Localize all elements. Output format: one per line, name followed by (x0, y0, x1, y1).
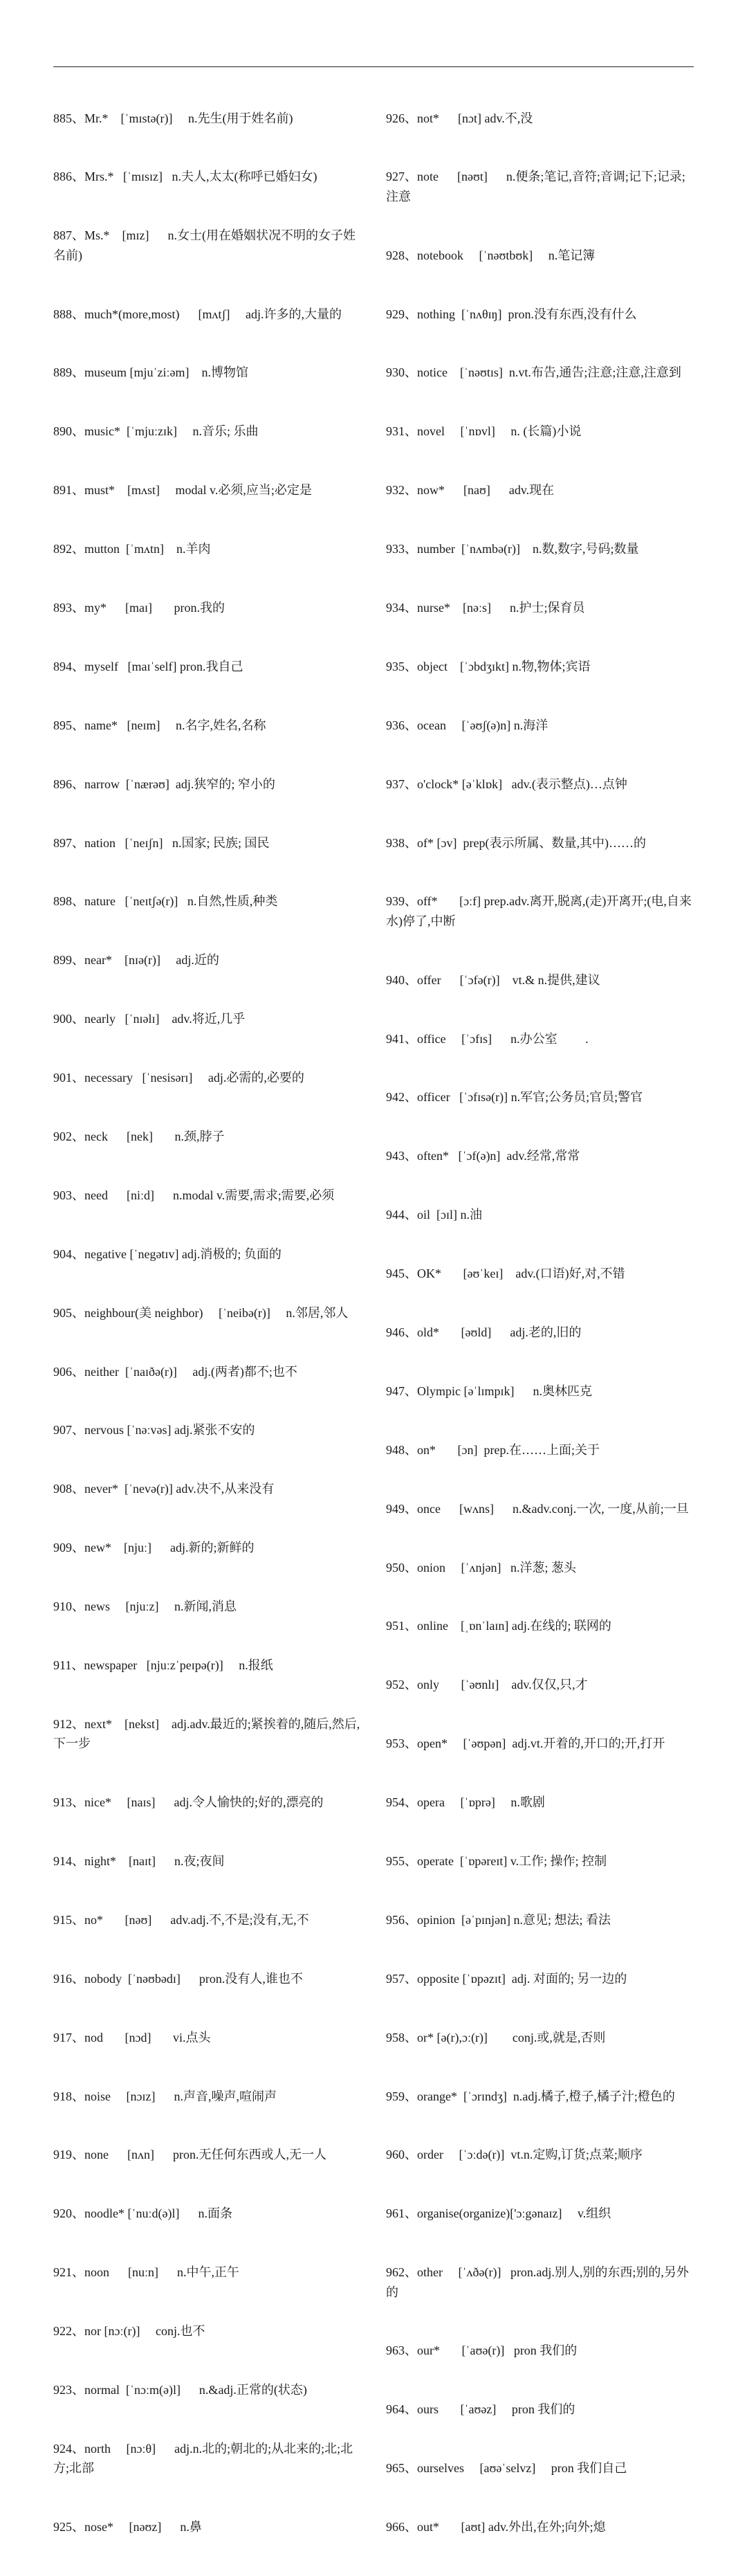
vocab-entry: 938、of* [ɔv] prep(表示所属、数量,其中)……的 (386, 835, 646, 850)
vocab-entry: 901、necessary [ˈnesisərɪ] adj.必需的,必要的 (53, 1071, 304, 1085)
vocab-entry: 961、organise(organize)['ɔːgənaɪz] v.组织 (386, 2206, 611, 2221)
vocab-entry: 956、opinion [əˈpɪnjən] n.意见; 想法; 看法 (386, 1912, 611, 1927)
vocab-entry: 923、normal [ˈnɔːm(ə)l] n.&adj.正常的(状态) (53, 2383, 307, 2397)
vocab-entry: 922、nor [nɔː(r)] conj.也不 (53, 2324, 205, 2339)
vocab-entry: 937、o'clock* [əˈklɒk] adv.(表示整点)…点钟 (386, 777, 627, 791)
vocab-entry: 890、music* [ˈmjuːzɪk] n.音乐; 乐曲 (53, 424, 259, 439)
vocab-entry: 958、or* [ə(r),ɔː(r)] conj.或,就是,否则 (386, 2030, 606, 2044)
vocab-entry: 931、novel [ˈnɒvl] n. (长篇)小说 (386, 424, 582, 439)
vocab-entry: 929、nothing [ˈnʌθɪŋ] pron.没有东西,没有什么 (386, 307, 637, 321)
vocab-entry: 930、notice [ˈnəʊtɪs] n.vt.布告,通告;注意;注意,注意到 (386, 365, 681, 380)
vocab-entry: 932、now* [naʊ] adv.现在 (386, 483, 555, 498)
vocab-entry: 915、no* [nəʊ] adv.adj.不,不是;没有,无,不 (53, 1912, 309, 1927)
vocab-entry: 907、nervous [ˈnəːvəs] adj.紧张不安的 (53, 1423, 255, 1437)
vocab-entry: 888、much*(more,most) [mʌtʃ] adj.许多的,大量的 (53, 307, 342, 321)
vocab-entry: 963、our* [ˈaʊə(r)] pron 我们的 (386, 2343, 578, 2358)
vocab-entry: 950、onion [ˈʌnjən] n.洋葱; 葱头 (386, 1560, 576, 1575)
vocab-entry: 951、online [ˌɒnˈlaɪn] adj.在线的; 联网的 (386, 1619, 611, 1633)
vocab-entry: 964、ours [ˈaʊəz] pron 我们的 (386, 2402, 575, 2417)
vocab-entry: 928、notebook [ˈnəʊtbʊk] n.笔记簿 (386, 248, 596, 262)
vocab-entry: 952、only [ˈəʊnlɪ] adv.仅仅,只,才 (386, 1678, 588, 1692)
vocab-entry: 904、negative [ˈnegətɪv] adj.消极的; 负面的 (53, 1246, 282, 1261)
vocab-entry: 941、office [ˈɔfɪs] n.办公室 . (386, 1031, 589, 1046)
vocab-entry: 940、offer [ˈɔfə(r)] vt.& n.提供,建议 (386, 972, 600, 987)
vocab-entry: 889、museum [mjuˈziːəm] n.博物馆 (53, 365, 248, 380)
vocab-entry: 911、newspaper [njuːzˈpeɪpə(r)] n.报纸 (53, 1658, 273, 1673)
vocab-entry: 959、orange* [ˈɔrɪndʒ] n.adj.橘子,橙子,橘子汁;橙色的 (386, 2089, 675, 2103)
vocab-entry: 966、out* [aʊt] adv.外出,在外;向外;熄 (386, 2520, 606, 2534)
vocab-entry: 893、my* [maɪ] pron.我的 (53, 601, 225, 615)
vocab-entry: 885、Mr.* [ˈmɪstə(r)] n.先生(用于姓名前) (53, 111, 293, 125)
vocab-entry: 894、myself [maɪˈself] pron.我自己 (53, 659, 243, 673)
vocab-entry: 939、off* [ɔːf] prep.adv.离开,脱离,(走)开离开;(电,自来水)停了,中断 (386, 894, 692, 928)
vocab-entry: 936、ocean [ˈəʊʃ(ə)n] n.海洋 (386, 718, 548, 732)
vocab-entry: 926、not* [nɔt] adv.不,没 (386, 111, 533, 125)
vocab-entry: 918、noise [nɔɪz] n.声音,噪声,喧闹声 (53, 2089, 277, 2103)
vocab-entry: 903、need [niːd] n.modal v.需要,需求;需要,必须 (53, 1188, 335, 1202)
vocab-entry: 902、neck [nek] n.颈,脖子 (53, 1130, 225, 1144)
vocab-entry: 943、often* [ˈɔf(ə)n] adv.经常,常常 (386, 1149, 580, 1163)
vocab-entry: 947、Olympic [əˈlɪmpɪk] n.奥林匹克 (386, 1384, 592, 1398)
vocab-entry: 887、Ms.* [mɪz] n.女士(用在婚姻状况不明的女子姓名前) (53, 228, 356, 262)
vocab-entry: 919、none [nʌn] pron.无任何东西或人,无一人 (53, 2148, 326, 2162)
vocab-entry: 949、once [wʌns] n.&adv.conj.一次, 一度,从前;一旦 (386, 1501, 689, 1516)
right-column (386, 69, 694, 2576)
vocab-entry: 914、night* [naɪt] n.夜;夜间 (53, 1854, 225, 1869)
vocab-entry: 891、must* [mʌst] modal v.必须,应当;必定是 (53, 483, 312, 498)
vocab-entry: 892、mutton [ˈmʌtn] n.羊肉 (53, 542, 211, 556)
vocab-entry: 934、nurse* [nəːs] n.护士;保育员 (386, 601, 585, 615)
vocab-entry: 896、narrow [ˈnærəʊ] adj.狭窄的; 窄小的 (53, 777, 275, 791)
vocab-entry: 954、opera [ˈɒprə] n.歌剧 (386, 1795, 545, 1810)
vocab-entry: 897、nation [ˈneɪʃn] n.国家; 民族; 国民 (53, 835, 270, 850)
vocab-entry: 916、nobody [ˈnəʊbədɪ] pron.没有人,谁也不 (53, 1971, 303, 1986)
vocab-entry: 909、new* [njuː] adj.新的;新鲜的 (53, 1541, 255, 1555)
vocab-entry: 935、object [ˈɔbdʒɪkt] n.物,物体;宾语 (386, 659, 591, 673)
vocab-entry: 924、north [nɔːθ] adj.n.北的;朝北的;从北来的;北;北方;北部 (53, 2441, 353, 2476)
vocab-entry: 955、operate [ˈɒpəreɪt] v.工作; 操作; 控制 (386, 1854, 607, 1869)
vocab-entry: 925、nose* [nəʊz] n.鼻 (53, 2520, 202, 2534)
vocab-entry: 912、next* [nekst] adj.adv.最近的;紧挨着的,随后,然后,下一步 (53, 1716, 360, 1751)
vocab-entry: 906、neither [ˈnaɪðə(r)] adj.(两者)都不;也不 (53, 1364, 297, 1379)
vocab-entry: 898、nature [ˈneɪtʃə(r)] n.自然,性质,种类 (53, 894, 278, 909)
vocab-entry: 942、officer [ˈɔfɪsə(r)] n.军官;公务员;官员;警官 (386, 1090, 643, 1105)
vocab-entry: 900、nearly [ˈnɪəlɪ] adv.将近,几乎 (53, 1012, 246, 1026)
vocab-entry: 895、name* [neɪm] n.名字,姓名,名称 (53, 718, 266, 732)
vocab-entry: 913、nice* [naɪs] adj.令人愉快的;好的,漂亮的 (53, 1795, 324, 1810)
vocab-entry: 920、noodle* [ˈnuːd(ə)l] n.面条 (53, 2206, 232, 2221)
vocab-entry: 908、never* [ˈnevə(r)] adv.决不,从来没有 (53, 1482, 275, 1496)
vocab-entry: 927、note [nəʊt] n.便条;笔记,音符;音调;记下;记录;注意 (386, 170, 685, 203)
vocab-entry: 960、order [ˈɔːdə(r)] vt.n.定购,订货;点菜;顺序 (386, 2148, 643, 2162)
vocab-entry: 948、on* [ɔn] prep.在……上面;关于 (386, 1442, 600, 1457)
vocab-entry: 945、OK* [əʊˈkeɪ] adv.(口语)好,对,不错 (386, 1267, 625, 1281)
vocab-entry: 899、near* [nɪə(r)] adj.近的 (53, 953, 219, 968)
vocab-entry: 933、number [ˈnʌmbə(r)] n.数,数字,号码;数量 (386, 542, 639, 556)
top-divider (53, 66, 694, 67)
vocab-entry: 946、old* [əʊld] adj.老的,旧的 (386, 1325, 582, 1339)
left-column (53, 69, 362, 2576)
vocab-entry: 957、opposite [ˈɒpəzɪt] adj. 对面的; 另一边的 (386, 1971, 627, 1986)
vocab-entry: 917、nod [nɔd] vi.点头 (53, 2030, 211, 2044)
vocab-entry: 921、noon [nuːn] n.中午,正午 (53, 2265, 239, 2280)
vocab-entry: 886、Mrs.* [ˈmɪsɪz] n.夫人,太太(称呼已婚妇女) (53, 170, 317, 184)
vocab-entry: 953、open* [ˈəʊpən] adj.vt.开着的,开口的;开,打开 (386, 1736, 665, 1751)
vocab-entry: 910、news [njuːz] n.新闻,消息 (53, 1599, 237, 1614)
vocab-entry: 905、neighbour(美 neighbor) [ˈneibə(r)] n.邻居,邻人 (53, 1305, 349, 1320)
vocab-entry: 965、ourselves [aʊəˈselvz] pron 我们自己 (386, 2461, 627, 2476)
vocab-entry: 944、oil [ɔɪl] n.油 (386, 1208, 482, 1222)
vocab-entry: 962、other [ˈʌðə(r)] pron.adj.别人,别的东西;别的,另外的 (386, 2265, 689, 2299)
